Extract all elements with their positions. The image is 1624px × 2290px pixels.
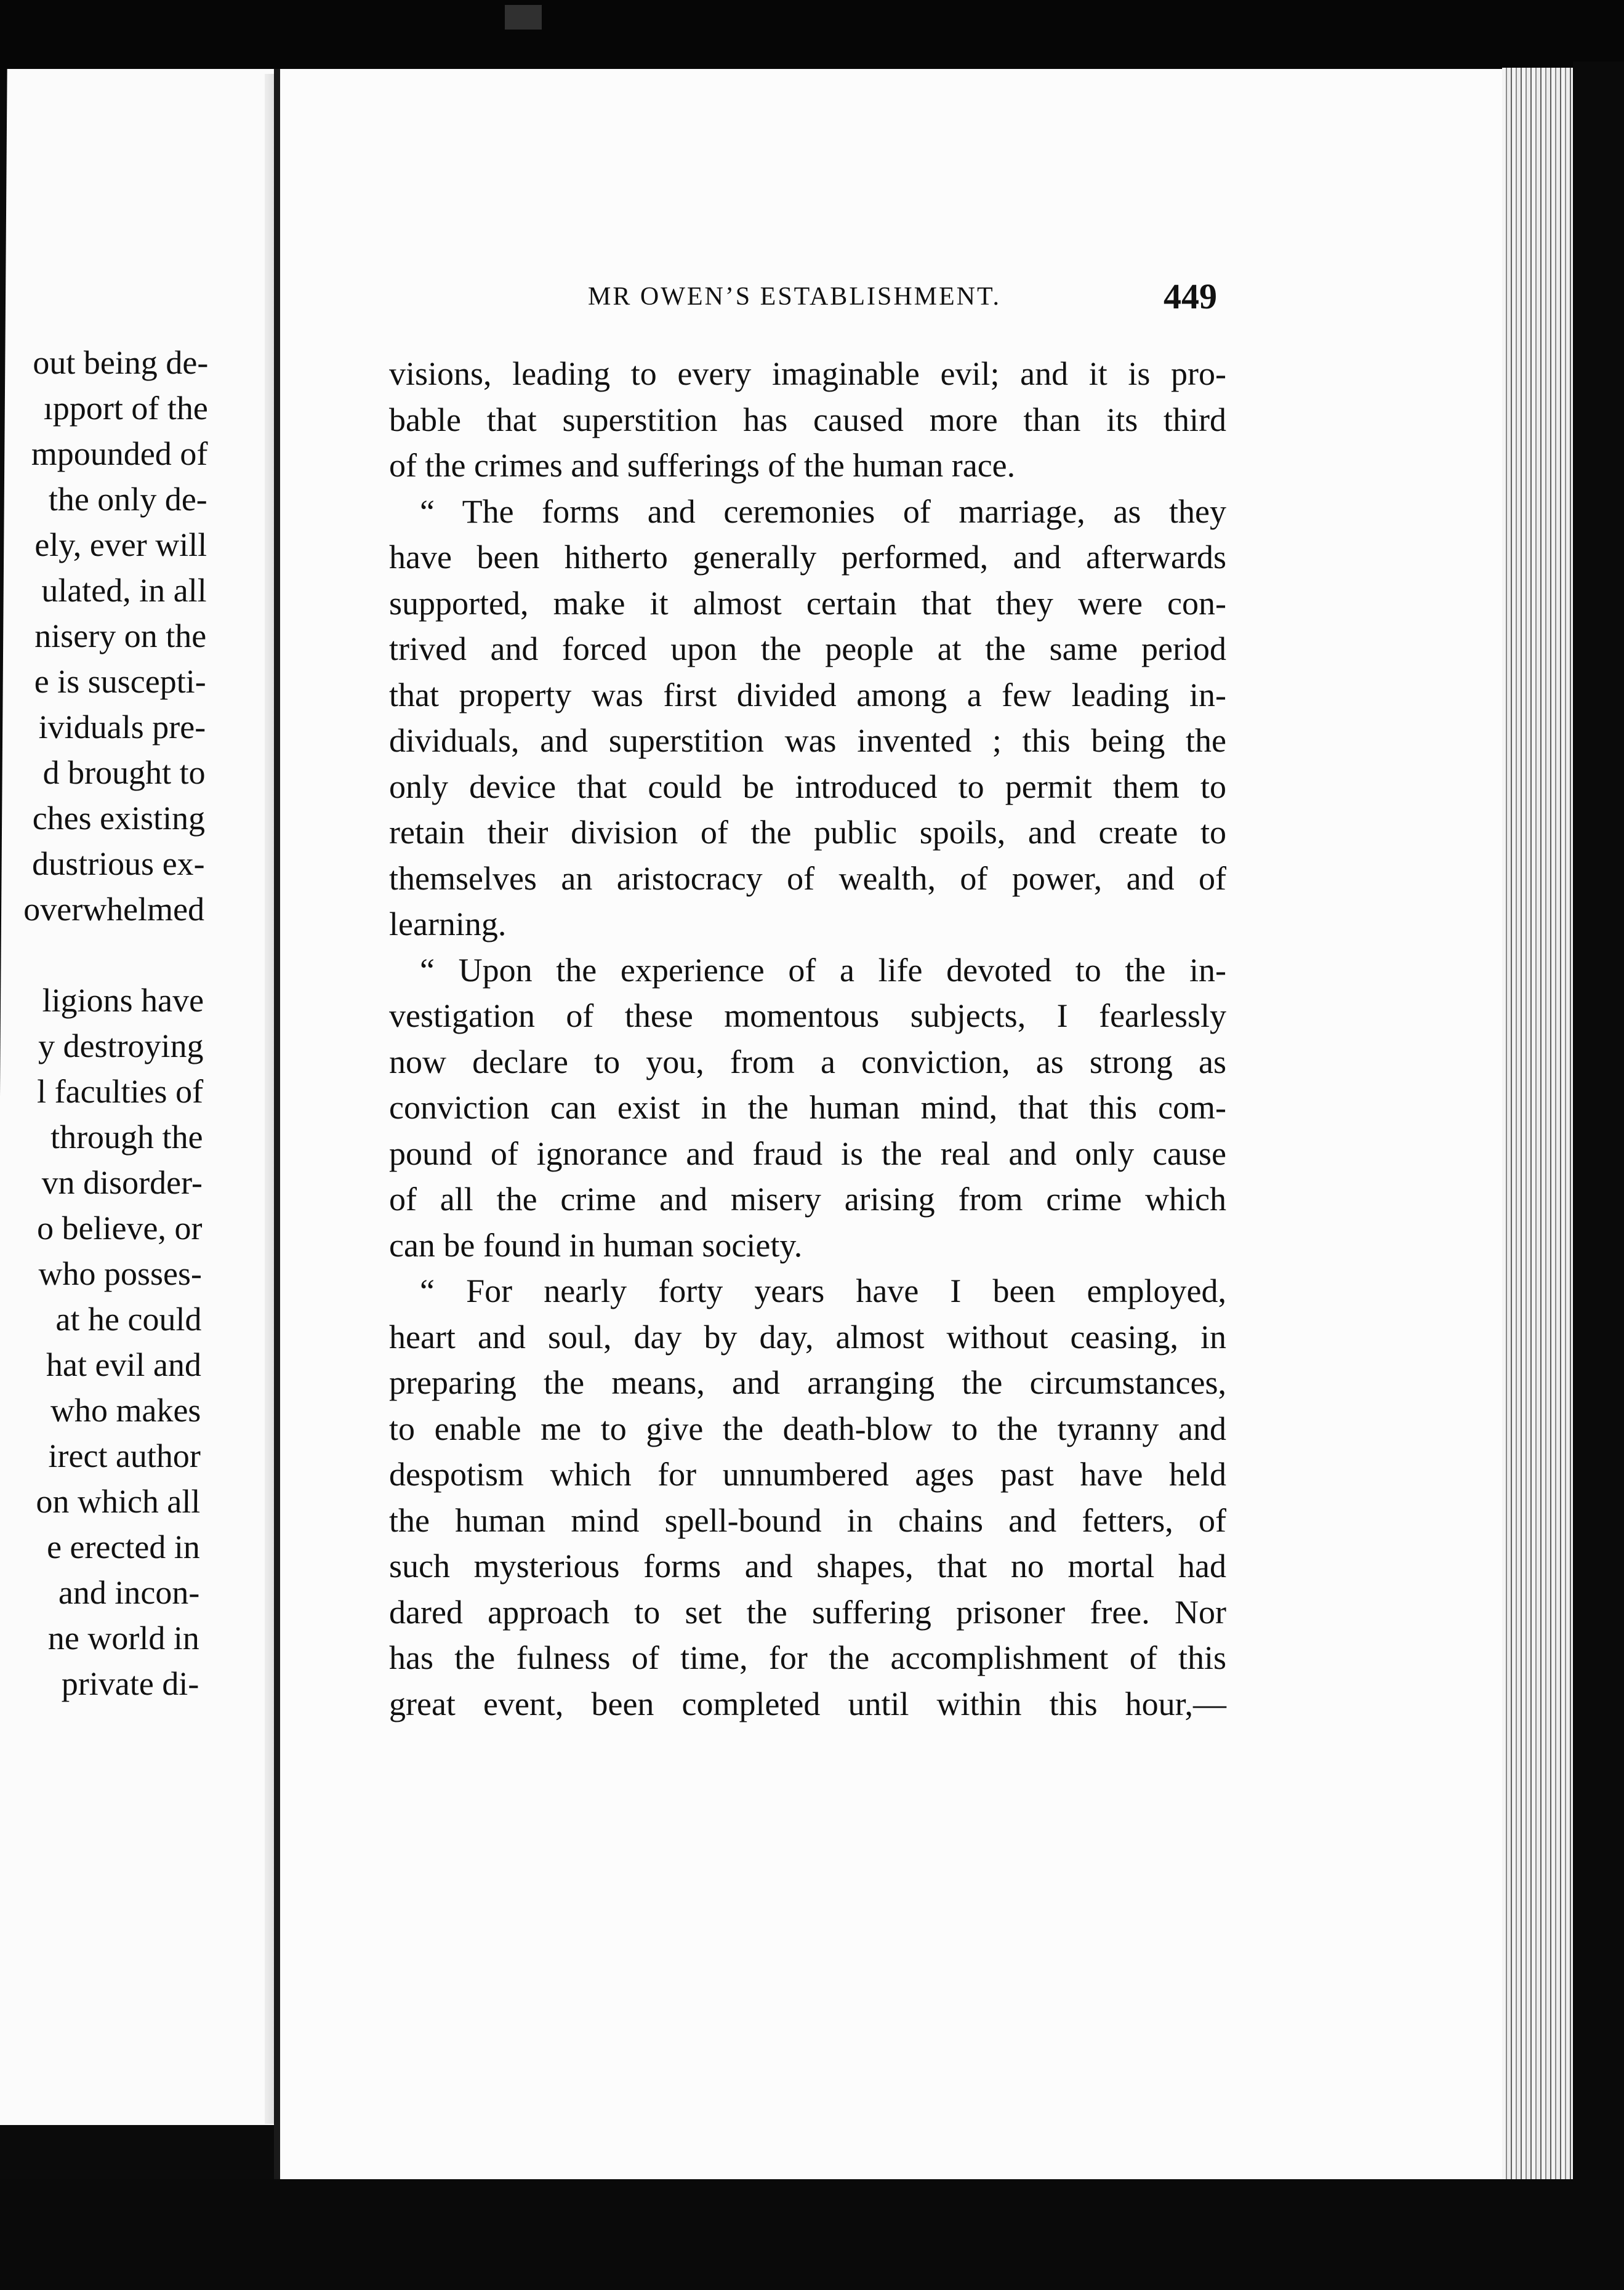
left-text-line: mpounded of bbox=[31, 435, 208, 472]
left-text-line: who posses- bbox=[38, 1255, 203, 1292]
text-line: heart and soul, day by day, almost without ceasing, in bbox=[389, 1318, 1226, 1356]
left-text-line: nisery on the bbox=[34, 617, 207, 654]
text-line: the human mind spell-bound in chains and fetters, of bbox=[389, 1501, 1226, 1539]
text-line: “ For nearly forty years have I been employed, bbox=[420, 1272, 1226, 1309]
text-line: retain their division of the public spoils, and create to bbox=[389, 814, 1226, 851]
scan-top-border bbox=[0, 0, 1624, 80]
left-text-line: d brought to bbox=[42, 754, 206, 791]
page-edges bbox=[1502, 68, 1576, 2185]
running-head: MR OWEN’S ESTABLISHMENT. bbox=[588, 283, 1002, 311]
left-text-line: e is suscepti- bbox=[34, 663, 206, 700]
text-line: have been hitherto generally performed, and afterwards bbox=[389, 539, 1226, 576]
left-text-line: ely, ever will bbox=[34, 526, 207, 563]
text-line: preparing the means, and arranging the circumstances, bbox=[389, 1364, 1226, 1401]
text-line: bable that superstition has caused more than its third bbox=[389, 401, 1226, 438]
text-line: to enable me to give the death-blow to the tyranny and bbox=[389, 1410, 1226, 1447]
left-text-line: dustrious ex- bbox=[31, 845, 205, 882]
left-text-line: ligions have bbox=[42, 982, 204, 1019]
text-line: has the fulness of time, for the accomplishment of this bbox=[389, 1639, 1226, 1676]
left-text-line: ividuals pre- bbox=[38, 709, 206, 745]
left-text-line: irect author bbox=[48, 1437, 201, 1474]
text-line: “ The forms and ceremonies of marriage, as they bbox=[420, 492, 1226, 530]
left-text-line: private di- bbox=[61, 1665, 199, 1702]
scan-bottom-border bbox=[0, 2179, 1624, 2290]
text-line: supported, make it almost certain that they were con- bbox=[389, 584, 1226, 622]
text-line: great event, been completed until within this hour,— bbox=[389, 1685, 1226, 1722]
left-text-line: out being de- bbox=[33, 344, 209, 381]
left-text-line: l faculties of bbox=[36, 1073, 204, 1110]
text-line: such mysterious forms and shapes, that no mortal had bbox=[389, 1548, 1226, 1585]
left-text-line: e erected in bbox=[46, 1529, 201, 1565]
left-text-line: vn disorder- bbox=[41, 1164, 203, 1201]
left-text-line: y destroying bbox=[38, 1027, 204, 1064]
text-line: visions, leading to every imaginable evil; and it is pro- bbox=[389, 355, 1226, 392]
left-text-line: who makes bbox=[50, 1392, 201, 1429]
left-text-line: hat evil and bbox=[46, 1346, 202, 1383]
text-line: can be found in human society. bbox=[389, 1226, 803, 1264]
text-line: dared approach to set the suffering prisoner free. Nor bbox=[389, 1593, 1226, 1631]
text-line: “ Upon the experience of a life devoted to the in- bbox=[420, 951, 1226, 989]
left-text-line: overwhelmed bbox=[23, 891, 205, 928]
left-text-line: on which all bbox=[36, 1483, 201, 1520]
text-line: only device that could be introduced to permit them to bbox=[389, 768, 1226, 805]
left-text-line: at he could bbox=[55, 1301, 202, 1338]
scan-artifact bbox=[505, 5, 542, 30]
text-line: pound of ignorance and fraud is the real and only cause bbox=[389, 1135, 1226, 1172]
left-text-line: through the bbox=[50, 1119, 203, 1155]
text-line: learning. bbox=[389, 906, 507, 942]
left-text-line: ıpport of the bbox=[43, 390, 209, 427]
left-text-line: ne world in bbox=[47, 1620, 200, 1657]
left-text-line: and incon- bbox=[58, 1574, 200, 1611]
text-line: conviction can exist in the human mind, that this com- bbox=[389, 1089, 1226, 1126]
text-line: that property was first divided among a few leading in- bbox=[389, 676, 1226, 713]
text-line: despotism which for unnumbered ages past have held bbox=[389, 1456, 1226, 1493]
text-line: themselves an aristocracy of wealth, of power, and of bbox=[389, 859, 1226, 897]
text-line: trived and forced upon the people at the same period bbox=[389, 630, 1226, 667]
scan-right-border bbox=[1573, 62, 1624, 2290]
left-text-line: the only de- bbox=[48, 481, 207, 518]
text-line: vestigation of these momentous subjects, I fearlessly bbox=[389, 997, 1226, 1034]
left-text-line: o believe, or bbox=[36, 1210, 203, 1247]
left-text-line: ches existing bbox=[32, 800, 206, 837]
text-line: dividuals, and superstition was invented ; this being the bbox=[389, 722, 1226, 759]
text-line: of the crimes and sufferings of the human race. bbox=[389, 447, 1016, 484]
text-line: of all the crime and misery arising from crime which bbox=[389, 1181, 1226, 1218]
left-text-line: ulated, in all bbox=[41, 572, 207, 609]
text-line: now declare to you, from a conviction, as strong as bbox=[389, 1043, 1226, 1080]
page-number: 449 bbox=[1164, 276, 1217, 316]
